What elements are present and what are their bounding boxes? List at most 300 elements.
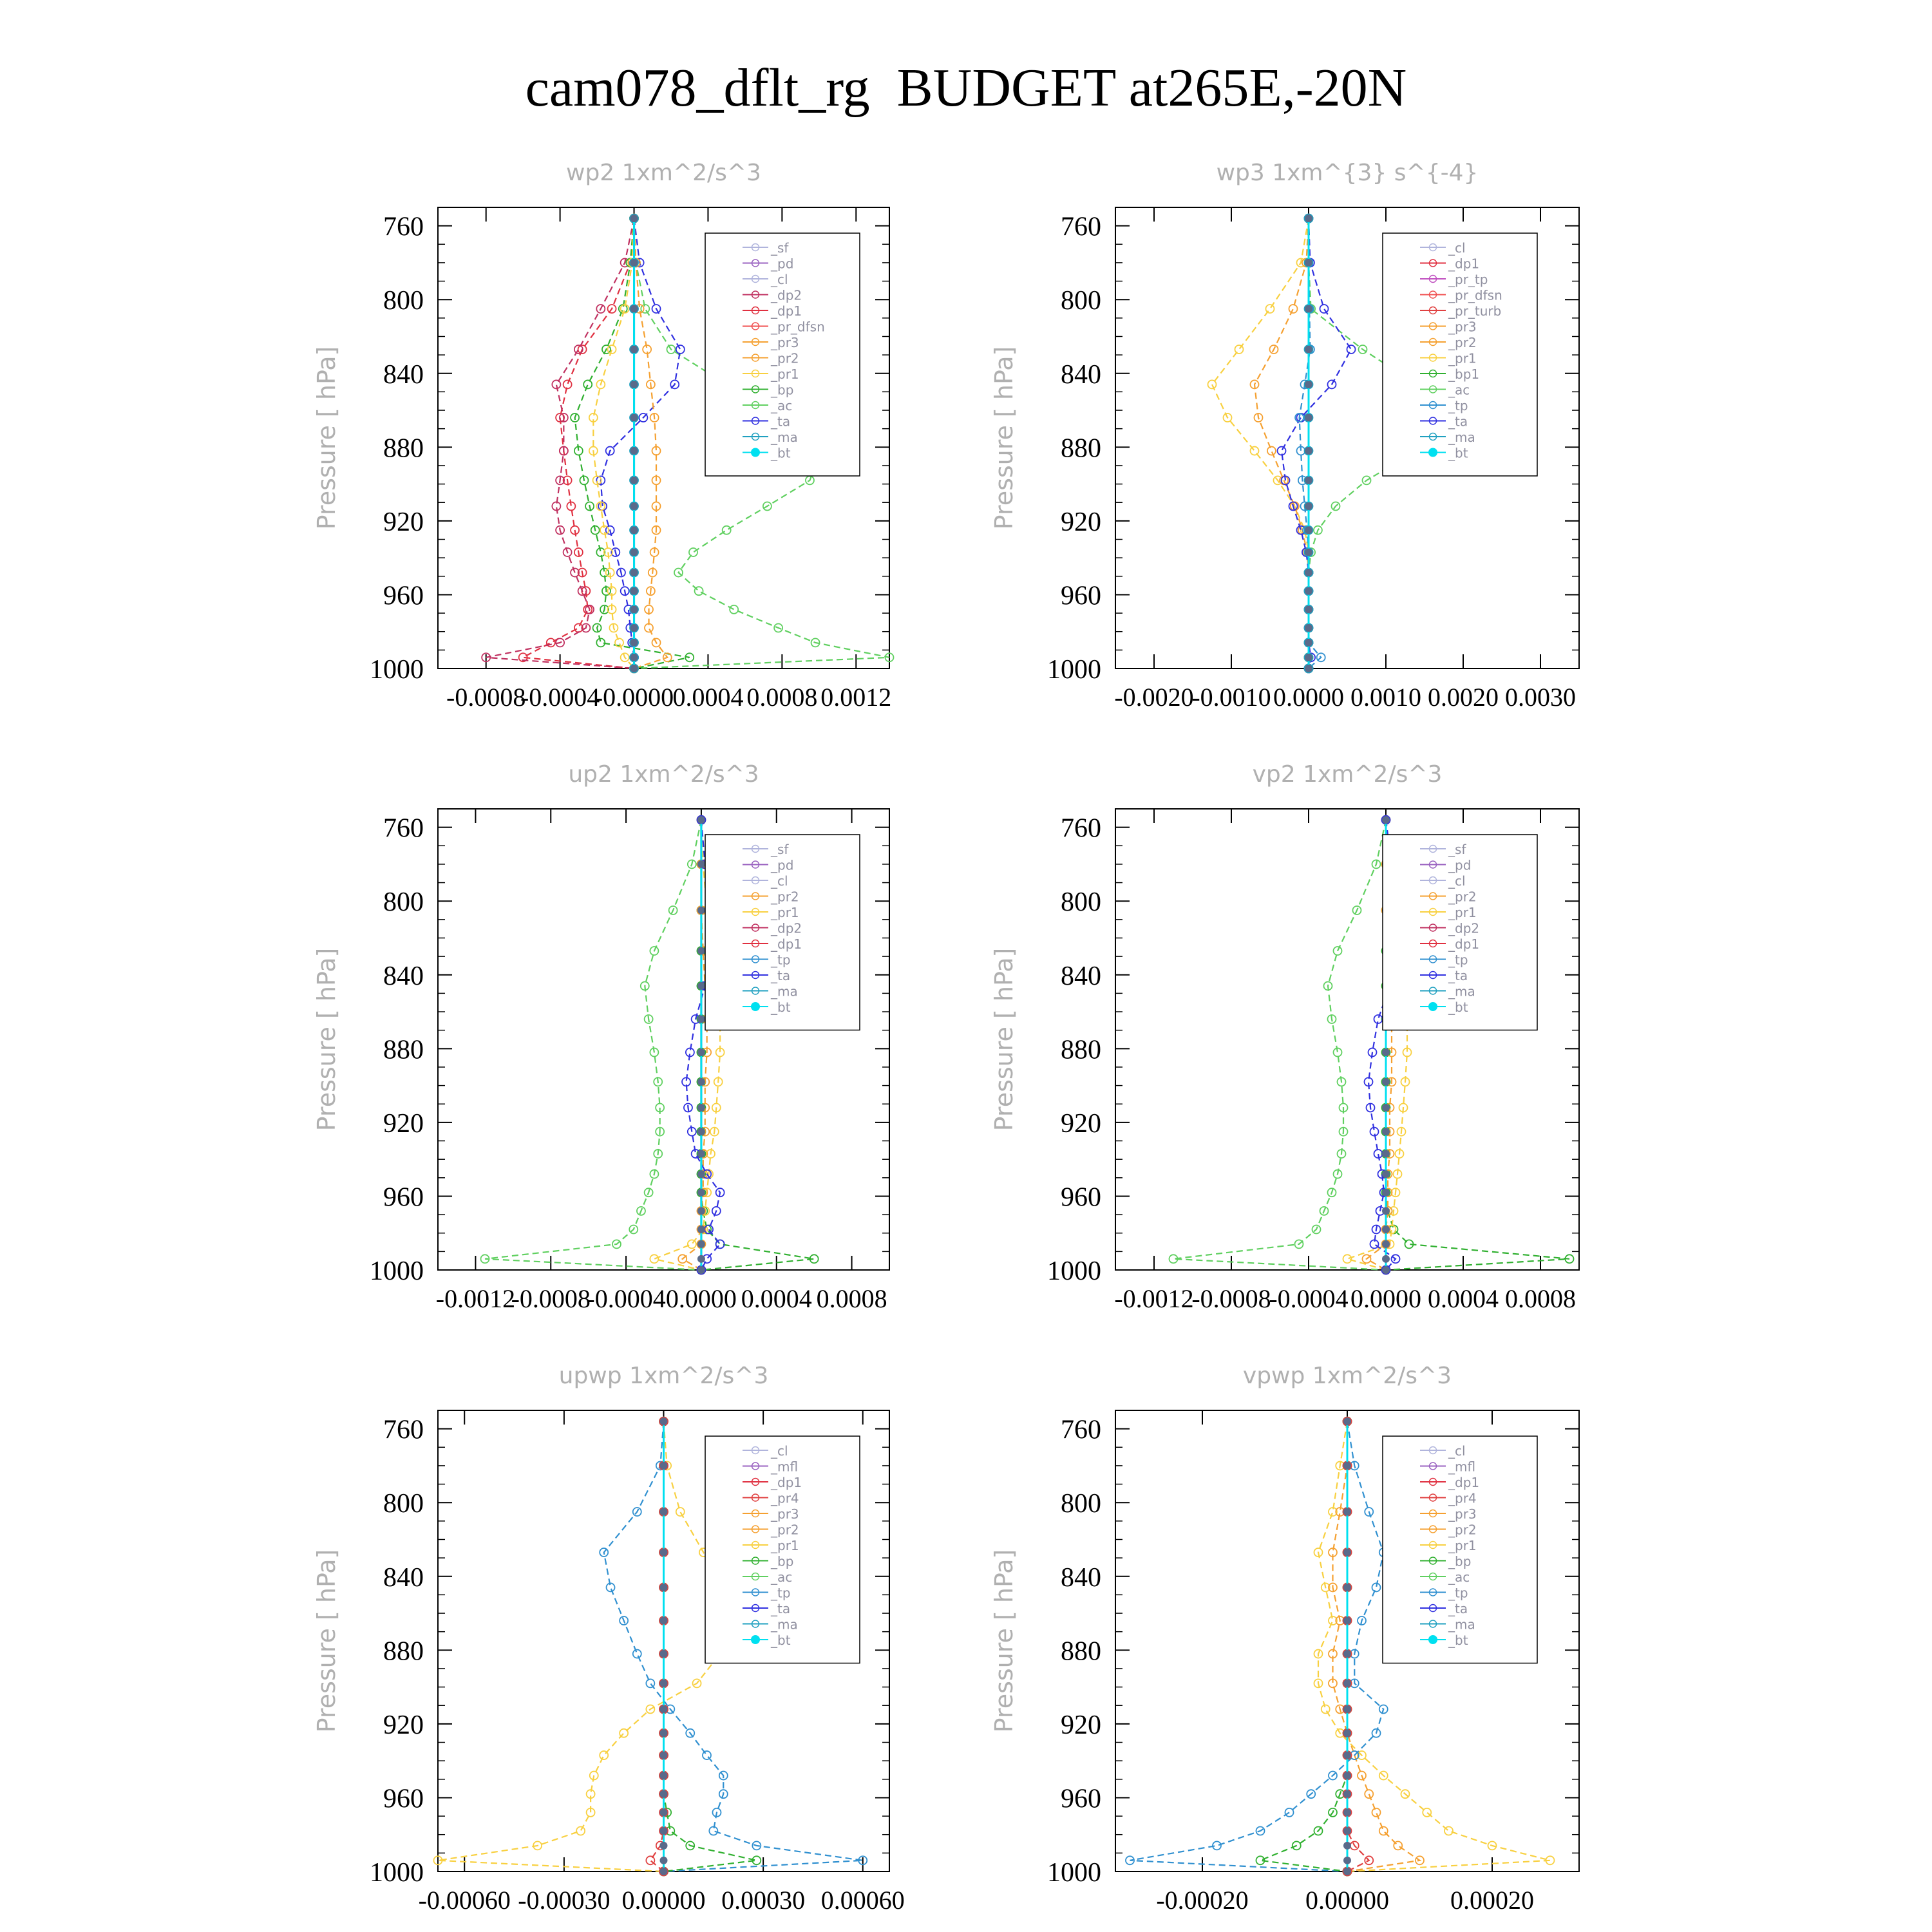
- legend-label: _pr3: [771, 1506, 799, 1522]
- y-axis-label: Pressure [ hPa]: [990, 346, 1018, 530]
- x-tick-label: 0.0000: [1350, 1284, 1421, 1313]
- legend-label: _ma: [1448, 430, 1475, 445]
- data-point: [630, 526, 638, 534]
- legend-label: _pr1: [771, 1538, 799, 1553]
- data-point: [697, 1170, 705, 1178]
- data-point: [1320, 305, 1329, 313]
- data-point: [1208, 380, 1217, 388]
- series-line-pr4: [650, 1421, 664, 1871]
- data-point: [697, 1048, 705, 1056]
- data-point: [1305, 447, 1312, 455]
- series-line-dp2: [486, 218, 634, 668]
- data-point: [630, 587, 638, 595]
- legend-label: _ac: [1448, 382, 1470, 398]
- data-point: [1343, 1417, 1351, 1425]
- data-point: [646, 1856, 654, 1864]
- data-point: [660, 1827, 668, 1835]
- data-point: [1305, 413, 1312, 421]
- data-point: [650, 1255, 658, 1263]
- data-point: [608, 345, 616, 354]
- x-tick-label: -0.0000: [594, 683, 674, 712]
- data-point: [630, 639, 638, 647]
- data-point: [660, 1857, 668, 1864]
- y-tick-label: 800: [1061, 887, 1101, 918]
- y-tick-label: 1000: [1047, 655, 1101, 685]
- data-point: [1289, 305, 1298, 313]
- series-line-ta: [1282, 218, 1351, 668]
- data-point: [660, 1650, 668, 1658]
- data-point: [716, 1240, 724, 1248]
- x-tick-label: -0.0012: [1114, 1284, 1194, 1313]
- data-point: [697, 860, 705, 868]
- series-line-pr2: [1255, 218, 1309, 668]
- data-point: [1382, 1207, 1390, 1215]
- panel-1: [312, 160, 894, 712]
- y-tick-label: 760: [383, 1415, 424, 1445]
- legend-label: _pr_dfsn: [771, 319, 825, 335]
- series-line-tp: [1130, 1421, 1384, 1871]
- data-point: [1251, 447, 1259, 455]
- legend-label: _sf: [1448, 842, 1466, 857]
- data-point: [1343, 1255, 1352, 1263]
- y-axis-label: Pressure [ hPa]: [312, 1549, 341, 1733]
- data-point: [1343, 1790, 1351, 1798]
- legend-label: _pr2: [771, 1522, 799, 1538]
- x-tick-label: 0.0004: [1428, 1284, 1499, 1313]
- legend-label: _bt: [1448, 999, 1468, 1015]
- legend-label: _dp1: [1448, 936, 1480, 952]
- legend-label: _ma: [1448, 1616, 1475, 1633]
- x-tick-label: -0.0020: [1114, 683, 1194, 712]
- legend-label: _ac: [771, 1569, 793, 1585]
- legend-label: _cl: [771, 272, 788, 287]
- data-point: [1372, 1808, 1381, 1817]
- data-point: [1305, 587, 1312, 595]
- data-point: [1305, 214, 1312, 222]
- legend-label: _sf: [771, 842, 789, 857]
- data-point: [633, 1650, 641, 1658]
- legend-label: _dp2: [771, 287, 802, 303]
- legend-label: _tp: [1448, 398, 1468, 413]
- x-tick-label: -0.0004: [586, 1284, 666, 1313]
- x-tick-label: -0.0010: [1191, 683, 1271, 712]
- data-point: [1343, 1772, 1351, 1779]
- x-tick-label: -0.0008: [1191, 1284, 1271, 1313]
- data-point: [1382, 1150, 1390, 1158]
- data-point: [697, 1078, 705, 1086]
- data-point: [1305, 346, 1312, 354]
- data-point: [1343, 1549, 1351, 1557]
- data-point: [1305, 305, 1312, 313]
- legend-label: _bp: [771, 1553, 794, 1569]
- data-point: [1379, 1826, 1388, 1835]
- data-point: [630, 413, 638, 421]
- data-point: [1343, 1857, 1351, 1864]
- legend-label: _pr4: [1448, 1490, 1477, 1506]
- x-tick-label: -0.0008: [511, 1284, 591, 1313]
- data-point: [600, 1751, 608, 1759]
- data-point: [1394, 1841, 1402, 1850]
- legend-label: _ma: [771, 983, 798, 999]
- legend-label: _pr_dfsn: [1448, 287, 1502, 303]
- data-point: [1305, 526, 1312, 534]
- data-point: [1305, 381, 1312, 388]
- y-tick-label: 760: [1061, 212, 1101, 242]
- y-tick-label: 920: [383, 507, 424, 537]
- legend-label: _pr2: [1448, 1522, 1477, 1538]
- legend-label: _ma: [771, 430, 798, 445]
- y-tick-label: 960: [1061, 581, 1101, 611]
- data-point: [1305, 605, 1312, 613]
- panel-2: [990, 160, 1579, 712]
- legend-label: _pr1: [771, 366, 799, 382]
- legend-label: _dp1: [1448, 1475, 1480, 1490]
- data-point: [660, 1790, 668, 1798]
- data-point: [630, 665, 638, 672]
- data-point: [1235, 345, 1244, 354]
- data-point: [1444, 1826, 1453, 1835]
- data-point: [1423, 1808, 1431, 1817]
- legend-label: _cl: [771, 873, 788, 889]
- y-axis-label: Pressure [ hPa]: [990, 1549, 1018, 1733]
- legend-label: _pd: [771, 256, 794, 272]
- legend-label: _bt: [771, 445, 791, 461]
- x-tick-label: -0.0004: [1269, 1284, 1349, 1313]
- data-point: [730, 605, 738, 614]
- series-line-pr1: [438, 1421, 723, 1871]
- y-axis-label: Pressure [ hPa]: [312, 346, 341, 530]
- legend-label: _pr2: [1448, 335, 1477, 350]
- data-point: [1305, 477, 1312, 484]
- series-line-pr1: [1212, 218, 1309, 668]
- x-tick-label: -0.0004: [520, 683, 600, 712]
- data-point: [630, 624, 638, 632]
- y-tick-label: 840: [1061, 961, 1101, 991]
- data-point: [630, 477, 638, 484]
- data-point: [697, 1104, 705, 1112]
- y-tick-label: 840: [383, 1562, 424, 1593]
- legend-label: _bt: [771, 999, 791, 1015]
- data-point: [630, 214, 638, 222]
- panel-title: upwp 1xm^2/s^3: [558, 1363, 769, 1389]
- legend-label: _ta: [771, 968, 791, 983]
- x-tick-label: 0.00000: [621, 1886, 706, 1915]
- data-point: [1343, 1729, 1351, 1737]
- legend-label: _tp: [1448, 1585, 1468, 1601]
- legend-label: _pr4: [771, 1490, 799, 1506]
- data-point: [697, 1226, 705, 1233]
- legend-label: _pr1: [1448, 350, 1477, 366]
- x-tick-label: 0.0008: [816, 1284, 887, 1313]
- data-point: [697, 1150, 705, 1158]
- data-point: [1343, 1508, 1351, 1516]
- data-point: [1382, 1255, 1390, 1263]
- data-point: [630, 654, 638, 661]
- y-tick-label: 760: [1061, 1415, 1101, 1445]
- legend-label: _tp: [771, 1585, 791, 1601]
- data-point: [1305, 259, 1312, 267]
- y-tick-label: 960: [383, 1784, 424, 1814]
- data-point: [583, 380, 592, 388]
- data-point: [660, 1616, 668, 1624]
- x-tick-label: 0.0030: [1505, 683, 1576, 712]
- legend-label: _mfl: [771, 1459, 799, 1475]
- data-point: [660, 1549, 668, 1557]
- y-tick-label: 760: [383, 212, 424, 242]
- x-tick-label: 0.0010: [1350, 683, 1421, 712]
- panel-4: [990, 761, 1579, 1313]
- legend-label: _pr3: [1448, 319, 1477, 335]
- y-tick-label: 840: [1061, 1562, 1101, 1593]
- data-point: [1267, 447, 1276, 455]
- data-point: [630, 569, 638, 576]
- data-point: [660, 1705, 668, 1713]
- data-point: [660, 1842, 668, 1850]
- legend-label: _cl: [771, 1443, 788, 1459]
- data-point: [1305, 654, 1312, 661]
- panel-title: up2 1xm^2/s^3: [568, 761, 759, 788]
- data-point: [1305, 549, 1312, 556]
- data-point: [630, 447, 638, 455]
- data-point: [1382, 1240, 1390, 1248]
- data-point: [1343, 1842, 1351, 1850]
- data-point: [660, 1868, 668, 1875]
- y-tick-label: 840: [383, 961, 424, 991]
- legend-label: _dp1: [771, 936, 802, 952]
- legend-label: _bt: [1448, 445, 1468, 461]
- data-point: [1343, 1680, 1351, 1687]
- legend-label: _ta: [1448, 413, 1468, 430]
- data-point: [697, 1128, 705, 1135]
- data-point: [1382, 1170, 1390, 1178]
- legend-label: _bp1: [1448, 366, 1480, 382]
- x-tick-label: -0.00020: [1156, 1886, 1249, 1915]
- y-axis-label: Pressure [ hPa]: [312, 947, 341, 1132]
- panel-6: [990, 1363, 1579, 1915]
- panel-5: [312, 1363, 905, 1915]
- legend-label: _bp: [1448, 1553, 1472, 1569]
- legend-label: _bp: [771, 382, 794, 398]
- data-point: [660, 1508, 668, 1516]
- y-tick-label: 880: [1061, 1636, 1101, 1667]
- data-point: [1347, 345, 1356, 354]
- data-point: [564, 380, 572, 388]
- legend-label: _pd: [771, 857, 794, 873]
- legend-label: _ma: [1448, 983, 1475, 999]
- data-point: [1343, 1752, 1351, 1759]
- y-tick-label: 960: [1061, 1182, 1101, 1213]
- panel-3: [312, 761, 889, 1313]
- legend-label: _pr1: [1448, 1538, 1477, 1553]
- panel-title: vpwp 1xm^2/s^3: [1242, 1363, 1452, 1389]
- data-point: [1382, 1048, 1390, 1056]
- data-point: [660, 1462, 668, 1470]
- panel-title: wp2 1xm^2/s^3: [566, 160, 761, 186]
- data-point: [660, 1417, 668, 1425]
- x-tick-label: -0.00060: [418, 1886, 511, 1915]
- data-point: [630, 305, 638, 313]
- data-point: [697, 1189, 705, 1197]
- series-line-pr2: [683, 820, 707, 1270]
- legend-label: _pd: [1448, 857, 1472, 873]
- legend-label: _dp2: [1448, 920, 1480, 936]
- data-point: [1365, 1790, 1373, 1798]
- x-tick-label: 0.0004: [672, 683, 744, 712]
- legend-label: _tp: [1448, 952, 1468, 968]
- data-point: [1343, 1705, 1351, 1713]
- legend-marker: [1428, 1635, 1437, 1644]
- data-point: [697, 1266, 705, 1274]
- data-point: [576, 1826, 585, 1835]
- panel-title: wp3 1xm^{3} s^{-4}: [1216, 160, 1479, 186]
- data-point: [1266, 305, 1274, 313]
- y-tick-label: 1000: [370, 655, 424, 685]
- legend-label: _ta: [1448, 968, 1468, 983]
- legend-label: _pr_turb: [1448, 303, 1502, 319]
- data-point: [697, 1207, 705, 1215]
- data-point: [660, 1680, 668, 1687]
- figure-title: cam078_dflt_rg BUDGET at265E,-20N: [525, 58, 1407, 118]
- data-point: [697, 816, 705, 824]
- x-tick-label: 0.00000: [1305, 1886, 1389, 1915]
- legend-label: _ta: [771, 413, 791, 430]
- legend-label: _cl: [1448, 873, 1466, 889]
- data-point: [1343, 1827, 1351, 1835]
- x-tick-label: -0.0008: [446, 683, 526, 712]
- data-point: [697, 982, 705, 990]
- y-tick-label: 840: [1061, 359, 1101, 390]
- x-tick-label: 0.0008: [1505, 1284, 1576, 1313]
- legend-label: _mfl: [1448, 1459, 1476, 1475]
- data-point: [1343, 1650, 1351, 1658]
- legend-label: _pr3: [1448, 1506, 1477, 1522]
- data-point: [697, 947, 705, 955]
- x-tick-label: 0.0012: [820, 683, 892, 712]
- legend-label: _dp2: [771, 920, 802, 936]
- data-point: [1321, 1705, 1330, 1713]
- legend-label: _ma: [771, 1616, 798, 1633]
- data-point: [1305, 502, 1312, 510]
- data-point: [620, 1729, 628, 1738]
- data-point: [689, 548, 697, 556]
- data-point: [676, 345, 685, 354]
- data-point: [1382, 1078, 1390, 1086]
- y-tick-label: 960: [1061, 1784, 1101, 1814]
- legend-label: _pr2: [771, 889, 799, 905]
- data-point: [723, 526, 731, 535]
- data-point: [676, 1508, 685, 1516]
- data-point: [703, 1751, 711, 1759]
- legend-label: _pr2: [1448, 889, 1477, 905]
- y-tick-label: 920: [1061, 1108, 1101, 1139]
- legend-marker: [1428, 1002, 1437, 1011]
- y-tick-label: 960: [383, 581, 424, 611]
- y-tick-label: 1000: [370, 1256, 424, 1286]
- legend-label: _pr3: [771, 335, 799, 350]
- y-tick-label: 760: [1061, 813, 1101, 844]
- data-point: [630, 605, 638, 613]
- y-tick-label: 760: [383, 813, 424, 844]
- y-tick-label: 880: [383, 1035, 424, 1065]
- legend-label: _ta: [771, 1601, 791, 1616]
- legend-marker: [751, 1635, 760, 1644]
- series-line-bp: [575, 218, 690, 668]
- data-point: [697, 1240, 705, 1248]
- data-point: [1382, 1104, 1390, 1112]
- data-point: [630, 549, 638, 556]
- data-point: [646, 1679, 654, 1687]
- y-tick-label: 800: [383, 887, 424, 918]
- y-tick-label: 920: [1061, 1710, 1101, 1740]
- series-line-dp1: [1173, 820, 1386, 1270]
- legend-label: _cl: [1448, 240, 1466, 256]
- data-point: [1382, 816, 1390, 824]
- y-tick-label: 1000: [1047, 1256, 1101, 1286]
- series-line-pr1: [593, 218, 634, 668]
- y-tick-label: 840: [383, 359, 424, 390]
- data-point: [1382, 1266, 1390, 1274]
- data-point: [1343, 1868, 1351, 1875]
- data-point: [630, 502, 638, 510]
- legend-label: _pr1: [1448, 905, 1477, 920]
- data-point: [695, 587, 703, 595]
- x-tick-label: -0.00030: [518, 1886, 611, 1915]
- y-tick-label: 800: [383, 286, 424, 316]
- legend-label: _bt: [771, 1633, 791, 1648]
- data-point: [1305, 624, 1312, 632]
- legend-label: _pr2: [771, 350, 799, 366]
- legend-label: _ac: [771, 398, 793, 413]
- legend-marker: [751, 1002, 760, 1011]
- data-point: [630, 381, 638, 388]
- y-tick-label: 880: [383, 433, 424, 464]
- data-point: [688, 1240, 696, 1248]
- y-tick-label: 880: [1061, 433, 1101, 464]
- y-tick-label: 880: [383, 1636, 424, 1667]
- y-tick-label: 920: [383, 1710, 424, 1740]
- data-point: [1305, 639, 1312, 647]
- x-tick-label: 0.00030: [721, 1886, 806, 1915]
- legend-label: _dp1: [771, 303, 802, 319]
- y-tick-label: 800: [1061, 1489, 1101, 1519]
- panel-title: vp2 1xm^2/s^3: [1252, 761, 1443, 788]
- data-point: [1343, 1616, 1351, 1624]
- data-point: [1305, 665, 1312, 672]
- legend-label: _ac: [1448, 1569, 1470, 1585]
- data-point: [630, 346, 638, 354]
- data-point: [1343, 1462, 1351, 1470]
- data-point: [1343, 1808, 1351, 1816]
- legend-label: _pr_tp: [1448, 272, 1488, 287]
- legend-label: _pr1: [771, 905, 799, 920]
- data-point: [697, 1255, 705, 1263]
- data-point: [1343, 1584, 1351, 1591]
- data-point: [1382, 1226, 1390, 1233]
- data-point: [660, 1729, 668, 1737]
- series-line-pr2: [634, 218, 668, 668]
- x-tick-label: -0.0012: [435, 1284, 516, 1313]
- y-tick-label: 960: [383, 1182, 424, 1213]
- x-tick-label: 0.0000: [1273, 683, 1344, 712]
- data-point: [660, 1584, 668, 1591]
- data-point: [1382, 1189, 1390, 1197]
- legend-label: _tp: [771, 952, 791, 968]
- y-tick-label: 800: [1061, 286, 1101, 316]
- series-line-pr4: [1347, 1421, 1369, 1871]
- legend-label: _dp1: [1448, 256, 1480, 272]
- legend-label: _bt: [1448, 1633, 1468, 1648]
- data-point: [660, 1808, 668, 1816]
